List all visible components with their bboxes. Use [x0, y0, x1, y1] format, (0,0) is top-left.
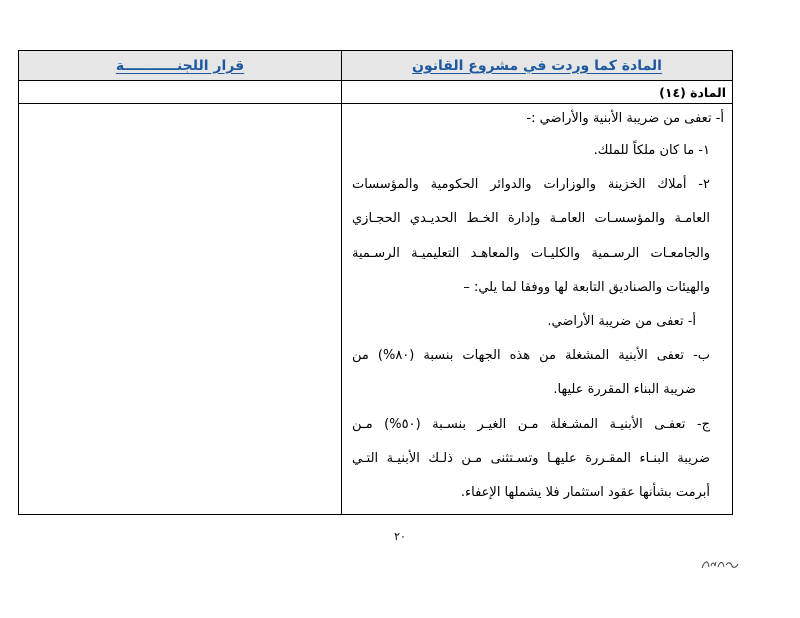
- article-line: أ- تعفى من ضريبة الأبنية والأراضي :-: [526, 111, 724, 126]
- article-table: [18, 50, 733, 515]
- article-number-decision-cell: [19, 81, 342, 104]
- article-line: ب- تعفى الأبنية المشغلة من هذه الجهات بنسبة (٨٠%) من: [352, 348, 710, 364]
- article-line: أ- تعفى من ضريبة الأراضي.: [547, 313, 696, 329]
- article-line: أبرمت بشأنها عقود استثمار فلا يشملها الإعفاء.: [460, 484, 710, 500]
- article-line: ضريبة البناء المقررة عليها.: [553, 382, 696, 398]
- article-line: ١- ما كان ملكاً للملك.: [593, 143, 710, 158]
- table-header-row: [19, 51, 733, 81]
- article-line: ج- تعفـى الأبنيـة المشـغلة مـن الغيـر بنسـبة (٥٠%) مـن: [352, 416, 710, 432]
- page-number: ٢٠: [394, 530, 406, 543]
- article-number-row: [19, 81, 733, 104]
- article-line: ضريبة البنـاء المقـررة عليهـا وتسـتثنى مـن ذلـك الأبنيـة التـي: [352, 450, 710, 466]
- article-line: والهيئات والصناديق التابعة لها ووفقا لما يلي: –: [463, 279, 710, 295]
- article-number: المادة (١٤): [342, 81, 733, 104]
- article-text-cell: [342, 104, 733, 515]
- article-column-header: المادة كما وردت في مشروع القانون: [342, 51, 733, 81]
- decision-text-cell: [19, 104, 342, 515]
- signature-icon: [700, 556, 740, 572]
- article-line: والجامعـات الرسـمية والكليـات والمعاهـد التعليميـة الرسـمية: [352, 245, 710, 261]
- decision-column-header: قرار اللجنـــــــــــة: [19, 51, 342, 81]
- article-line: العامـة والمؤسسـات العامـة وإدارة الخـط الحديـدي الحجـازي: [352, 211, 710, 227]
- article-line: ٢- أملاك الخزينة والوزارات والدوائر الحكومية والمؤسسات: [352, 177, 710, 193]
- article-body-row: [19, 104, 733, 515]
